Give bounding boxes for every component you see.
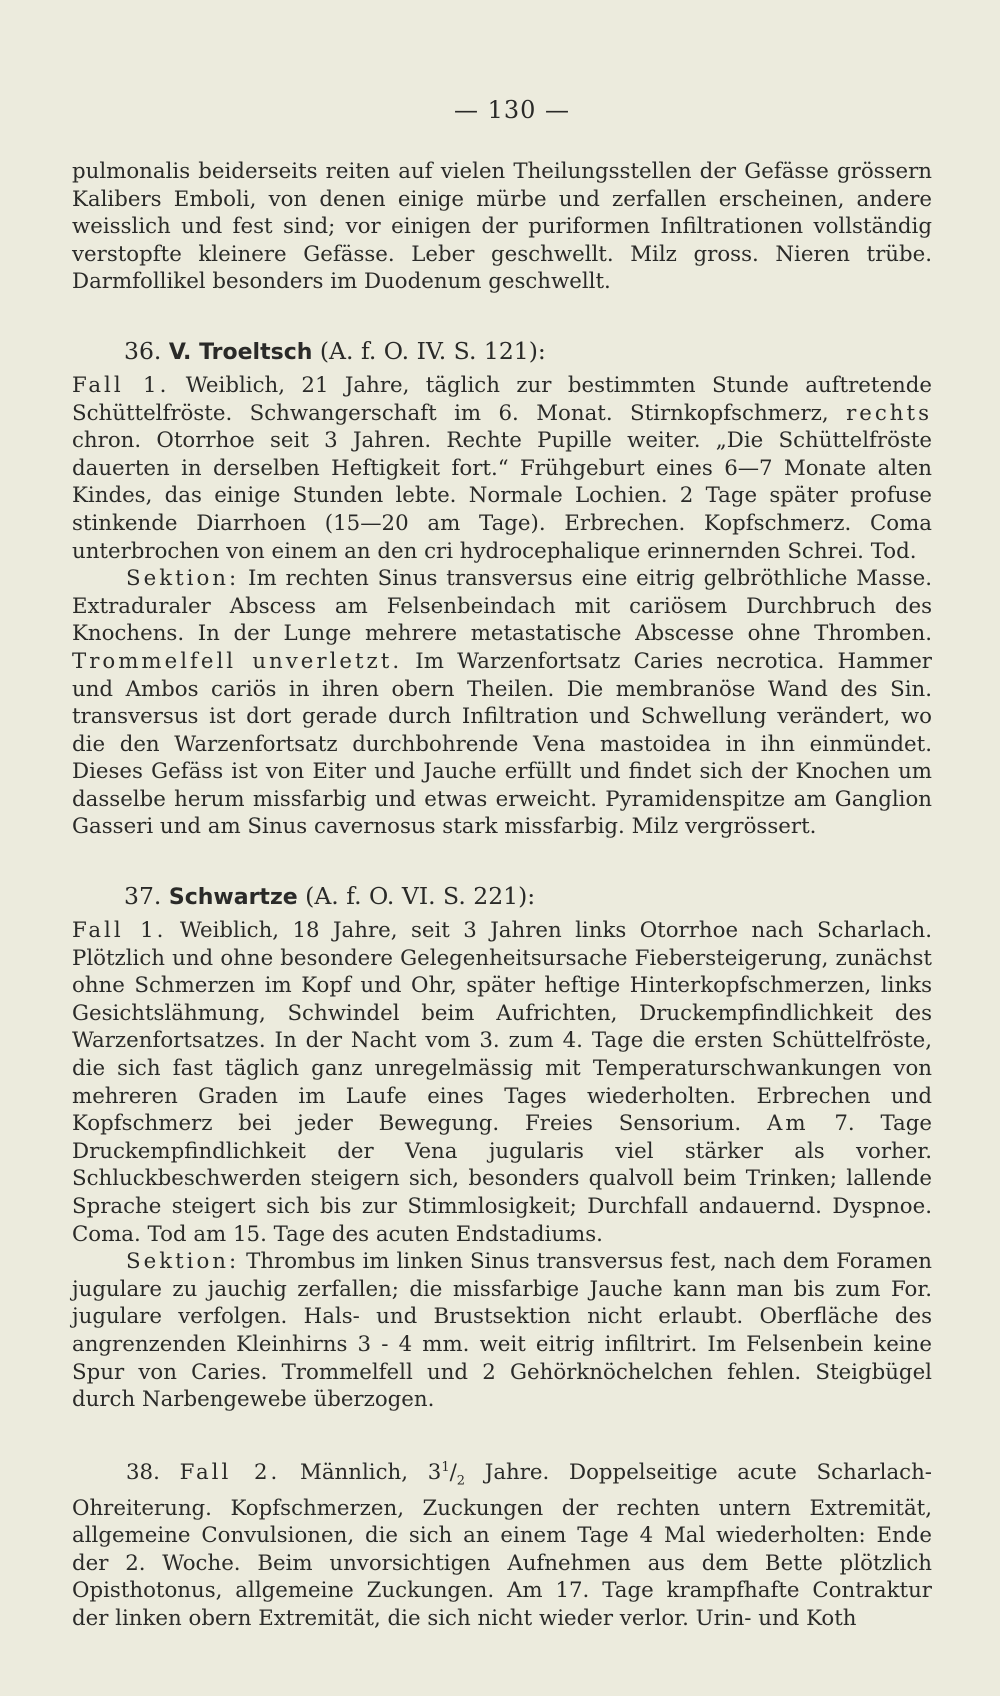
case-text-continued: chron. Otorrhoe seit 3 Jahren. Rechte Pupille weiter. „Die Schüttelfröste dauerten in derselben Heftigkeit fort.“ Frühgeburt eines 6—7 Monate alten Kindes, das einige Stunden lebte. Normale Lochien. 2 Tage später profuse stinkende Diarrhoen (15—20 am Tage). Erbrechen. Kopfschmerz. Coma unterbrochen von einem an den cri hydrocephalique erinnernden Schrei. Tod. <box>72 428 932 564</box>
sektion-label: Sektion: <box>126 566 240 592</box>
spaced-term: Am <box>766 1111 809 1137</box>
case-text: Männlich, 3 <box>280 1459 442 1485</box>
case-label: Fall 2. <box>179 1459 281 1485</box>
spaced-term: rechts <box>846 400 932 426</box>
case-text: Weiblich, 18 Jahre, seit 3 Jahren links Otorrhoe nach Scharlach. Plötzlich und ohne besondere Gelegenheitsursache Fiebersteigerung, zunächst ohne Schmerzen im Kopf und Ohr, später heftige Hinterkopfschmerzen, links Gesichtslähmung, Schwindel beim Aufrichten, Druckempfindlichkeit des Warzenfortsatzes. In der Nacht vom 3. zum 4. Tage die ersten Schüttelfröste, die sich fast täglich ganz unregelmässig mit Temperaturschwankungen von mehreren Graden im Laufe eines Tages wiederholten. Erbrechen und Kopfschmerz bei jeder Bewegung. Freies Sensorium. <box>72 918 932 1137</box>
section-author: V. Troeltsch <box>168 339 313 365</box>
sektion-label: Sektion: <box>126 1249 240 1275</box>
case-text-continued: Jahre. Doppelseitige acute Scharlach-Ohreiterung. Kopfschmerzen, Zuckungen der rechten untern Extremität, allgemeine Convulsionen, die sich an einem Tage 4 Mal wiederholten: Ende der 2. Woche. Beim unvorsichtigen Aufnehmen aus dem Bette plötzlich Opisthotonus, allgemeine Zuckungen. Am 17. Tage krampfhafte Contraktur der linken obern Extremität, die sich nicht wieder verlor. Urin- und Koth <box>72 1459 932 1632</box>
section-heading-36 <box>72 336 932 368</box>
section-heading-37 <box>72 881 932 913</box>
case-37-paragraph <box>72 917 932 1248</box>
case-text-continued: 7. Tage Druckempfindlichkeit der Vena jugularis viel stärker als vorher. Schluckbeschwerden steigern sich, besonders qualvoll beim Trinken; lallende Sprache steigert sich bis zur Stimmlosigkeit; Durchfall andauernd. Dyspnoe. Coma. Tod am 15. Tage des acuten Endstadiums. <box>72 1111 932 1247</box>
case-37-sektion <box>72 1248 932 1414</box>
section-number: 38. <box>126 1459 160 1485</box>
section-author: Schwartze <box>168 885 298 911</box>
sektion-text: Im rechten Sinus transversus eine eitrig gelbröthliche Masse. Extraduraler Abscess am Felsenbeindach mit cariösem Durchbruch des Knochens. In der Lunge mehrere metastatische Abscesse ohne Thromben. <box>72 566 932 647</box>
fraction-denominator: 2 <box>456 1473 466 1489</box>
case-label: Fall 1. <box>72 918 167 944</box>
sektion-text-continued: Im Warzenfortsatz Caries necrotica. Hammer und Ambos cariös in ihren obern Theilen. Die membranöse Wand des Sin. transversus ist dort gerade durch Infiltration und Schwellung verändert, wo die den Warzenfortsatz durchbohrende Vena mastoidea in ihn einmündet. Dieses Gefäss ist von Eiter und Jauche erfüllt und findet sich der Knochen um dasselbe herum missfarbig und etwas erweicht. Pyramidenspitze am Ganglion Gasseri und am Sinus cavernosus stark missfarbig. Milz vergrössert. <box>72 648 932 840</box>
section-number: 36. <box>124 336 162 365</box>
paragraph-text: pulmonalis beiderseits reiten auf vielen Theilungsstellen der Gefässe grössern Kalibers Emboli, von denen einige mürbe und zerfallen erscheinen, andere weisslich und fest sind; vor einigen der puriformen Infiltrationen vollständig verstopfte kleinere Gefässe. Leber geschwellt. Milz gross. Nieren trübe. Darmfollikel besonders im Duodenum geschwellt. <box>72 159 932 295</box>
case-label: Fall 1. <box>72 372 170 398</box>
case-text: Weiblich, 21 Jahre, täglich zur bestimmten Stunde auftretende Schüttelfröste. Schwangerschaft im 6. Monat. Stirnkopfschmerz, <box>72 372 932 426</box>
section-number: 37. <box>124 882 162 911</box>
section-reference: (A. f. O. VI. S. 221): <box>305 882 536 911</box>
case-36-paragraph <box>72 372 932 565</box>
case-36-sektion <box>72 565 932 841</box>
paragraph-continuation <box>72 158 932 296</box>
fraction-numerator: 1 <box>441 1459 450 1475</box>
section-reference: (A. f. O. IV. S. 121): <box>319 336 546 365</box>
sektion-text: Thrombus im linken Sinus transversus fest, nach dem Foramen jugulare zu jauchig zerfallen; die missfarbige Jauche kann man bis zum For. jugulare verfolgen. Hals- und Brustsektion nicht erlaubt. Oberfläche des angrenzenden Kleinhirns 3 - 4 mm. weit eitrig infiltrirt. Im Felsenbein keine Spur von Caries. Trommelfell und 2 Gehörknöchelchen fehlen. Steigbügel durch Narbengewebe überzogen. <box>72 1249 932 1413</box>
case-38-paragraph: 38. Fall 2. Männlich, $3^1/_2$ Jahre. Doppelseitige acute Scharlach-Ohreiterung. Kopfschmerzen, Zuckungen der rechten untern Extremität, allgemeine Convulsionen, die sich an einem Tage 4 Mal wiederholten: Ende der 2. Woche. Beim unvorsichtigen Aufnehmen aus dem Bette plötzlich Opisthotonus, allgemeine Zuckungen. Am 17. Tage krampfhafte Contraktur der linken obern Extremität, die sich nicht wieder verlor. Urin- und Koth <box>72 1459 932 1632</box>
spaced-term: Trommelfell unverletzt. <box>72 648 403 674</box>
page-number: — 130 — <box>453 96 571 124</box>
